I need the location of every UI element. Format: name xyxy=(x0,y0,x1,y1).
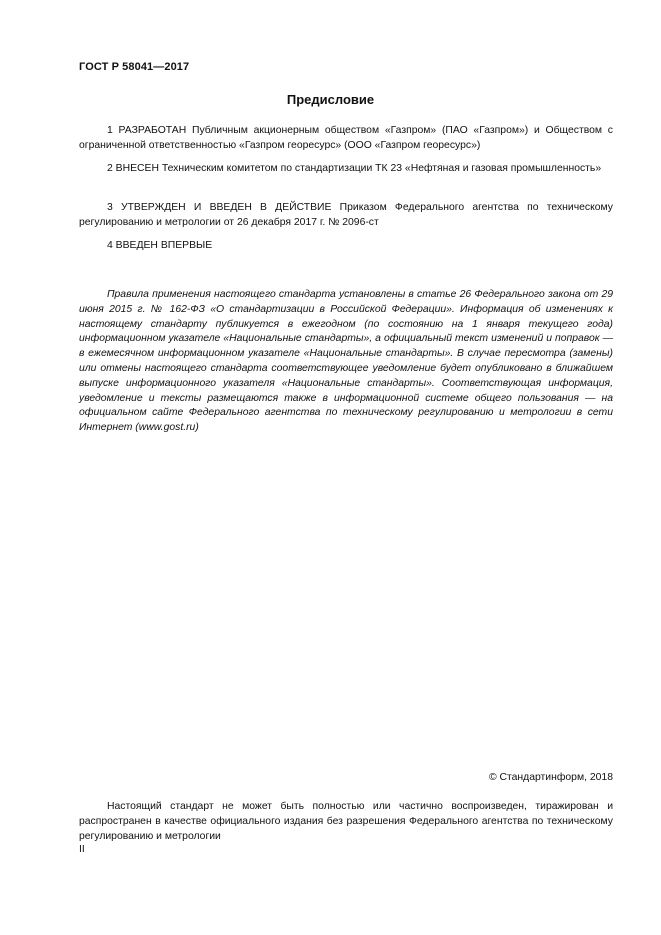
foreword-item-introduced: 2 ВНЕСЕН Техническим комитетом по стандартизации ТК 23 «Нефтяная и газовая промышленность» xyxy=(107,163,602,174)
foreword-item-developed: 1 РАЗРАБОТАН Публичным акционерным обществом «Газпром» (ПАО «Газпром») и Обществом с ограниченной ответственностью «Газпром георесурс» (ООО «Газпром георесурс») xyxy=(79,125,613,151)
copyright-notice: © Стандартинформ, 2018 xyxy=(488,772,613,783)
page-title: Предисловие xyxy=(286,92,375,107)
reproduction-notice: Настоящий стандарт не может быть полностью или частично воспроизведен, тиражирован и распространен в качестве официального издания без разрешения Федерального агентства по техническому регулированию и метрологии xyxy=(79,801,613,842)
page-number: II xyxy=(79,844,85,855)
standard-code-header: ГОСТ Р 58041—2017 xyxy=(79,61,190,73)
foreword-item-approved: 3 УТВЕРЖДЕН И ВВЕДЕН В ДЕЙСТВИЕ Приказом Федерального агентства по техническому регулированию и метрологии от 26 декабря 2017 г. № 2096-ст xyxy=(79,202,613,228)
foreword-item-first-introduced: 4 ВВЕДЕН ВПЕРВЫЕ xyxy=(107,240,213,251)
application-rules-note: Правила применения настоящего стандарта установлены в статье 26 Федерального закона от 29 июня 2015 г. № 162-ФЗ «О стандартизации в Российской Федерации». Информация об изменениях к настоящему стандарту публикуется в ежегодном (по состоянию на 1 января текущего года) информационном указателе «Национальные стандарты», а официальный текст изменений и поправок — в ежемесячном информационном указателе «Национальные стандарты». В случае пересмотра (замены) или отмены настоящего стандарта соответствующее уведомление будет опубликовано в ближайшем выпуске информационного указателя «Национальные стандарты». Соответствующая информация, уведомление и тексты размещаются также в информационной системе общего пользования — на официальном сайте Федерального агентства по техническому регулированию и метрологии в сети Интернет (www.gost.ru) xyxy=(79,289,613,434)
